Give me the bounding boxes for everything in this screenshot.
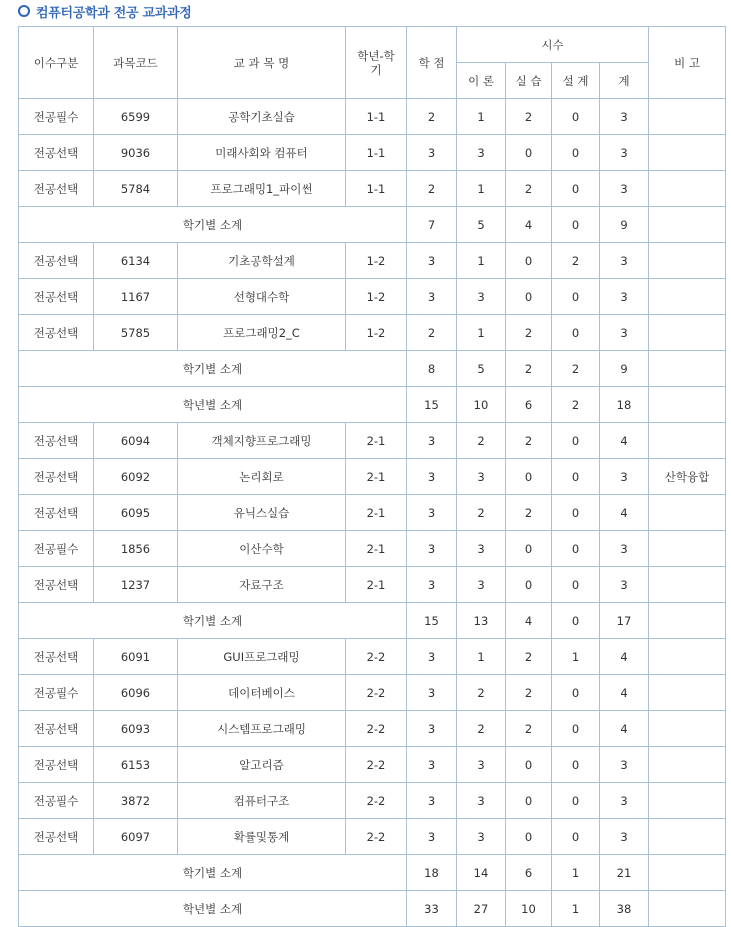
category-cell: 전공필수	[19, 531, 94, 567]
header-grade-line1: 학년-학	[357, 48, 395, 63]
theory-hours-cell: 2	[457, 675, 506, 711]
grade-semester-cell: 2-2	[346, 819, 407, 855]
total-hours-cell: 3	[600, 279, 649, 315]
course-code-cell: 9036	[94, 135, 178, 171]
design-hours-cell: 0	[552, 531, 600, 567]
subtotal-row	[19, 603, 726, 639]
grade-semester-cell: 1-1	[346, 99, 407, 135]
grade-semester-cell: 2-2	[346, 747, 407, 783]
practice-hours-cell: 0	[506, 531, 552, 567]
practice-hours-cell: 2	[506, 423, 552, 459]
page-title	[18, 2, 192, 20]
total-hours-cell: 17	[600, 603, 649, 639]
note-cell	[649, 243, 726, 279]
course-name-cell: 기초공학설계	[178, 243, 346, 279]
design-hours-cell: 2	[552, 387, 600, 423]
header-credits: 학 점	[407, 27, 457, 99]
header-total: 계	[600, 63, 649, 99]
design-hours-cell: 1	[552, 855, 600, 891]
category-cell: 전공선택	[19, 495, 94, 531]
subtotal-row	[19, 207, 726, 243]
course-name-cell: 객체지향프로그래밍	[178, 423, 346, 459]
practice-hours-cell: 0	[506, 783, 552, 819]
grade-semester-cell: 2-1	[346, 531, 407, 567]
total-hours-cell: 38	[600, 891, 649, 927]
theory-hours-cell: 2	[457, 423, 506, 459]
credits-cell: 3	[407, 747, 457, 783]
course-name-cell: 컴퓨터구조	[178, 783, 346, 819]
table-row	[19, 711, 726, 747]
category-cell: 전공필수	[19, 675, 94, 711]
header-theory: 이 론	[457, 63, 506, 99]
design-hours-cell: 1	[552, 639, 600, 675]
total-hours-cell: 3	[600, 747, 649, 783]
theory-hours-cell: 3	[457, 819, 506, 855]
header-grade-line2: 기	[370, 62, 382, 77]
table-row	[19, 135, 726, 171]
course-name-cell: 확률및통계	[178, 819, 346, 855]
design-hours-cell: 0	[552, 207, 600, 243]
table-row	[19, 171, 726, 207]
note-cell	[649, 279, 726, 315]
total-hours-cell: 3	[600, 315, 649, 351]
category-cell: 전공필수	[19, 783, 94, 819]
category-cell: 전공선택	[19, 747, 94, 783]
practice-hours-cell: 2	[506, 351, 552, 387]
grade-semester-cell: 1-2	[346, 243, 407, 279]
theory-hours-cell: 1	[457, 315, 506, 351]
practice-hours-cell: 0	[506, 459, 552, 495]
theory-hours-cell: 3	[457, 567, 506, 603]
practice-hours-cell: 2	[506, 495, 552, 531]
header-note: 비 고	[649, 27, 726, 99]
design-hours-cell: 0	[552, 567, 600, 603]
subtotal-label-cell: 학기별 소계	[19, 855, 407, 891]
design-hours-cell: 0	[552, 99, 600, 135]
practice-hours-cell: 0	[506, 243, 552, 279]
table-row	[19, 315, 726, 351]
subtotal-label-cell: 학년별 소계	[19, 891, 407, 927]
grade-semester-cell: 2-1	[346, 495, 407, 531]
course-name-cell: 공학기초실습	[178, 99, 346, 135]
credits-cell: 3	[407, 531, 457, 567]
practice-hours-cell: 2	[506, 171, 552, 207]
table-row	[19, 99, 726, 135]
note-cell	[649, 603, 726, 639]
practice-hours-cell: 0	[506, 567, 552, 603]
header-grade-semester	[346, 27, 407, 99]
total-hours-cell: 3	[600, 135, 649, 171]
header-practice: 실 습	[506, 63, 552, 99]
note-cell	[649, 783, 726, 819]
grade-semester-cell: 1-2	[346, 315, 407, 351]
design-hours-cell: 0	[552, 495, 600, 531]
credits-cell: 33	[407, 891, 457, 927]
course-name-cell: 프로그래밍2_C	[178, 315, 346, 351]
credits-cell: 3	[407, 675, 457, 711]
curriculum-table	[18, 26, 726, 927]
course-code-cell: 6094	[94, 423, 178, 459]
theory-hours-cell: 3	[457, 747, 506, 783]
table-row	[19, 531, 726, 567]
total-hours-cell: 4	[600, 423, 649, 459]
design-hours-cell: 2	[552, 351, 600, 387]
table-row	[19, 243, 726, 279]
total-hours-cell: 3	[600, 819, 649, 855]
credits-cell: 15	[407, 387, 457, 423]
total-hours-cell: 4	[600, 639, 649, 675]
credits-cell: 3	[407, 819, 457, 855]
theory-hours-cell: 3	[457, 279, 506, 315]
credits-cell: 3	[407, 135, 457, 171]
theory-hours-cell: 2	[457, 711, 506, 747]
note-cell	[649, 855, 726, 891]
course-name-cell: 이산수학	[178, 531, 346, 567]
note-cell	[649, 711, 726, 747]
course-code-cell: 5784	[94, 171, 178, 207]
practice-hours-cell: 6	[506, 855, 552, 891]
subtotal-label-cell: 학기별 소계	[19, 603, 407, 639]
design-hours-cell: 0	[552, 279, 600, 315]
category-cell: 전공선택	[19, 459, 94, 495]
grade-semester-cell: 2-2	[346, 675, 407, 711]
table-row	[19, 567, 726, 603]
note-cell	[649, 135, 726, 171]
practice-hours-cell: 2	[506, 711, 552, 747]
note-cell	[649, 531, 726, 567]
subtotal-row	[19, 351, 726, 387]
table-row	[19, 279, 726, 315]
note-cell	[649, 423, 726, 459]
practice-hours-cell: 0	[506, 819, 552, 855]
note-cell	[649, 891, 726, 927]
total-hours-cell: 4	[600, 675, 649, 711]
course-code-cell: 5785	[94, 315, 178, 351]
table-row	[19, 783, 726, 819]
credits-cell: 3	[407, 423, 457, 459]
credits-cell: 3	[407, 243, 457, 279]
subtotal-label-cell: 학년별 소계	[19, 387, 407, 423]
circle-bullet-icon	[18, 5, 30, 17]
total-hours-cell: 4	[600, 711, 649, 747]
table-row	[19, 675, 726, 711]
header-category: 이수구분	[19, 27, 94, 99]
note-cell	[649, 171, 726, 207]
total-hours-cell: 3	[600, 567, 649, 603]
note-cell	[649, 747, 726, 783]
grade-semester-cell: 2-1	[346, 567, 407, 603]
course-code-cell: 6599	[94, 99, 178, 135]
theory-hours-cell: 5	[457, 207, 506, 243]
course-code-cell: 6096	[94, 675, 178, 711]
course-code-cell: 6097	[94, 819, 178, 855]
subtotal-row	[19, 387, 726, 423]
grade-semester-cell: 2-1	[346, 423, 407, 459]
subtotal-row	[19, 891, 726, 927]
design-hours-cell: 0	[552, 711, 600, 747]
note-cell	[649, 351, 726, 387]
header-course-name: 교 과 목 명	[178, 27, 346, 99]
total-hours-cell: 3	[600, 531, 649, 567]
practice-hours-cell: 6	[506, 387, 552, 423]
note-cell: 산학융합	[649, 459, 726, 495]
credits-cell: 15	[407, 603, 457, 639]
practice-hours-cell: 0	[506, 135, 552, 171]
grade-semester-cell: 1-1	[346, 135, 407, 171]
note-cell	[649, 675, 726, 711]
note-cell	[649, 99, 726, 135]
category-cell: 전공선택	[19, 135, 94, 171]
theory-hours-cell: 3	[457, 135, 506, 171]
curriculum-table-wrapper	[18, 26, 726, 927]
theory-hours-cell: 3	[457, 531, 506, 567]
total-hours-cell: 3	[600, 171, 649, 207]
total-hours-cell: 4	[600, 495, 649, 531]
page-title-text: 컴퓨터공학과 전공 교과과정	[36, 5, 192, 21]
design-hours-cell: 1	[552, 891, 600, 927]
grade-semester-cell: 1-1	[346, 171, 407, 207]
category-cell: 전공선택	[19, 279, 94, 315]
theory-hours-cell: 10	[457, 387, 506, 423]
total-hours-cell: 21	[600, 855, 649, 891]
credits-cell: 2	[407, 315, 457, 351]
design-hours-cell: 0	[552, 675, 600, 711]
course-name-cell: 자료구조	[178, 567, 346, 603]
course-code-cell: 1856	[94, 531, 178, 567]
theory-hours-cell: 1	[457, 243, 506, 279]
theory-hours-cell: 3	[457, 783, 506, 819]
table-row	[19, 639, 726, 675]
course-code-cell: 6153	[94, 747, 178, 783]
course-code-cell: 6095	[94, 495, 178, 531]
theory-hours-cell: 1	[457, 639, 506, 675]
header-code: 과목코드	[94, 27, 178, 99]
note-cell	[649, 495, 726, 531]
design-hours-cell: 0	[552, 603, 600, 639]
total-hours-cell: 9	[600, 207, 649, 243]
course-code-cell: 6093	[94, 711, 178, 747]
course-name-cell: 데이터베이스	[178, 675, 346, 711]
design-hours-cell: 0	[552, 819, 600, 855]
credits-cell: 3	[407, 639, 457, 675]
total-hours-cell: 3	[600, 243, 649, 279]
note-cell	[649, 315, 726, 351]
design-hours-cell: 0	[552, 171, 600, 207]
design-hours-cell: 0	[552, 459, 600, 495]
grade-semester-cell: 2-2	[346, 639, 407, 675]
course-code-cell: 1167	[94, 279, 178, 315]
theory-hours-cell: 1	[457, 171, 506, 207]
credits-cell: 3	[407, 495, 457, 531]
theory-hours-cell: 3	[457, 459, 506, 495]
category-cell: 전공선택	[19, 711, 94, 747]
course-name-cell: 미래사회와 컴퓨터	[178, 135, 346, 171]
design-hours-cell: 0	[552, 423, 600, 459]
table-row	[19, 819, 726, 855]
design-hours-cell: 0	[552, 747, 600, 783]
design-hours-cell: 0	[552, 783, 600, 819]
category-cell: 전공필수	[19, 99, 94, 135]
grade-semester-cell: 2-2	[346, 711, 407, 747]
course-name-cell: 시스템프로그래밍	[178, 711, 346, 747]
credits-cell: 3	[407, 279, 457, 315]
practice-hours-cell: 4	[506, 207, 552, 243]
course-name-cell: 알고리즘	[178, 747, 346, 783]
practice-hours-cell: 2	[506, 315, 552, 351]
practice-hours-cell: 2	[506, 99, 552, 135]
category-cell: 전공선택	[19, 171, 94, 207]
credits-cell: 3	[407, 711, 457, 747]
grade-semester-cell: 1-2	[346, 279, 407, 315]
design-hours-cell: 2	[552, 243, 600, 279]
note-cell	[649, 567, 726, 603]
note-cell	[649, 639, 726, 675]
subtotal-label-cell: 학기별 소계	[19, 207, 407, 243]
total-hours-cell: 3	[600, 783, 649, 819]
course-name-cell: 유닉스실습	[178, 495, 346, 531]
course-name-cell: 프로그래밍1_파이썬	[178, 171, 346, 207]
course-name-cell: 선형대수학	[178, 279, 346, 315]
header-hours: 시수	[457, 27, 649, 63]
theory-hours-cell: 27	[457, 891, 506, 927]
theory-hours-cell: 1	[457, 99, 506, 135]
total-hours-cell: 3	[600, 459, 649, 495]
grade-semester-cell: 2-2	[346, 783, 407, 819]
category-cell: 전공선택	[19, 423, 94, 459]
total-hours-cell: 9	[600, 351, 649, 387]
total-hours-cell: 3	[600, 99, 649, 135]
category-cell: 전공선택	[19, 567, 94, 603]
theory-hours-cell: 14	[457, 855, 506, 891]
table-body	[19, 99, 726, 927]
course-code-cell: 6092	[94, 459, 178, 495]
table-row	[19, 495, 726, 531]
practice-hours-cell: 2	[506, 639, 552, 675]
category-cell: 전공선택	[19, 819, 94, 855]
course-code-cell: 1237	[94, 567, 178, 603]
category-cell: 전공선택	[19, 243, 94, 279]
note-cell	[649, 387, 726, 423]
subtotal-row	[19, 855, 726, 891]
credits-cell: 8	[407, 351, 457, 387]
course-name-cell: GUI프로그래밍	[178, 639, 346, 675]
design-hours-cell: 0	[552, 315, 600, 351]
credits-cell: 2	[407, 99, 457, 135]
practice-hours-cell: 2	[506, 675, 552, 711]
design-hours-cell: 0	[552, 135, 600, 171]
course-code-cell: 3872	[94, 783, 178, 819]
theory-hours-cell: 13	[457, 603, 506, 639]
subtotal-label-cell: 학기별 소계	[19, 351, 407, 387]
category-cell: 전공선택	[19, 315, 94, 351]
header-design: 설 계	[552, 63, 600, 99]
grade-semester-cell: 2-1	[346, 459, 407, 495]
theory-hours-cell: 5	[457, 351, 506, 387]
theory-hours-cell: 2	[457, 495, 506, 531]
course-name-cell: 논리회로	[178, 459, 346, 495]
credits-cell: 18	[407, 855, 457, 891]
note-cell	[649, 819, 726, 855]
credits-cell: 3	[407, 567, 457, 603]
category-cell: 전공선택	[19, 639, 94, 675]
credits-cell: 3	[407, 459, 457, 495]
total-hours-cell: 18	[600, 387, 649, 423]
credits-cell: 7	[407, 207, 457, 243]
practice-hours-cell: 4	[506, 603, 552, 639]
credits-cell: 2	[407, 171, 457, 207]
table-row	[19, 747, 726, 783]
practice-hours-cell: 0	[506, 747, 552, 783]
practice-hours-cell: 10	[506, 891, 552, 927]
table-row	[19, 423, 726, 459]
practice-hours-cell: 0	[506, 279, 552, 315]
note-cell	[649, 207, 726, 243]
credits-cell: 3	[407, 783, 457, 819]
course-code-cell: 6134	[94, 243, 178, 279]
table-row	[19, 459, 726, 495]
course-code-cell: 6091	[94, 639, 178, 675]
